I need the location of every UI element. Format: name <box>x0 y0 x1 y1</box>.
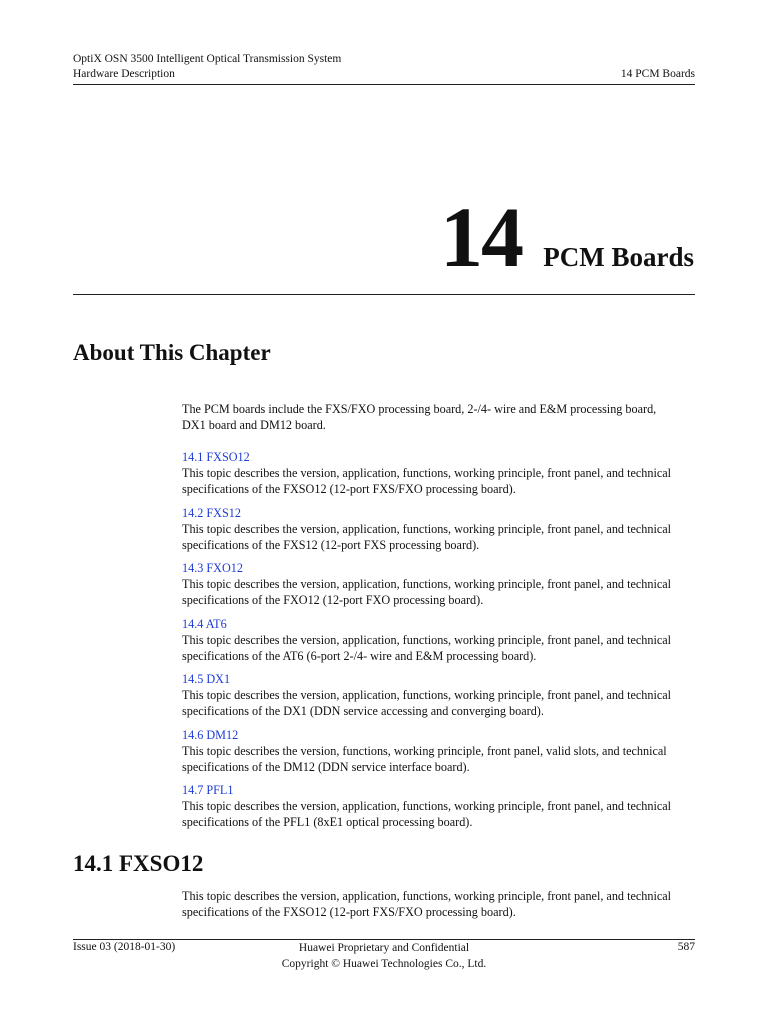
about-heading: About This Chapter <box>73 340 271 365</box>
section-heading: 14.1 FXSO12 <box>73 851 204 876</box>
chapter-title: PCM Boards <box>543 242 694 272</box>
about-intro: The PCM boards include the FXS/FXO processing board, 2-/4- wire and E&M processing board, DX1 board and DM12 board. <box>182 402 657 432</box>
toc-description: This topic describes the version, application, functions, working principle, front panel, and technical specifications of the FXO12 (12-port FXO processing board). <box>182 577 672 607</box>
toc-item <box>182 671 682 727</box>
toc-item <box>182 505 682 561</box>
header-doc-type: Hardware Description <box>73 68 175 80</box>
chapter-toc <box>182 449 682 838</box>
footer-issue: Issue 03 (2018-01-30) <box>73 941 176 953</box>
toc-description: This topic describes the version, application, functions, working principle, front panel, and technical specifications of the PFL1 (8xE1 optical processing board). <box>182 799 672 829</box>
footer-confidential: Huawei Proprietary and Confidential <box>298 942 470 954</box>
toc-description: This topic describes the version, functions, working principle, front panel, valid slots, and technical specifications of the DM12 (DDN service interface board). <box>182 743 667 774</box>
footer-copyright: Copyright © Huawei Technologies Co., Ltd. <box>281 958 487 970</box>
toc-link-fxs12[interactable]: 14.2 FXS12 <box>182 505 241 520</box>
footer-page-number: 587 <box>677 941 695 953</box>
toc-item <box>182 616 682 672</box>
toc-link-fxo12[interactable]: 14.3 FXO12 <box>182 561 243 575</box>
header-chapter-ref: 14 PCM Boards <box>620 68 695 80</box>
toc-link-dx1[interactable]: 14.5 DX1 <box>182 672 231 686</box>
toc-link-at6[interactable]: 14.4 AT6 <box>182 616 227 631</box>
toc-description: This topic describes the version, application, functions, working principle, front panel, and technical specifications of the DX1 (DDN service accessing and converging board). <box>182 688 672 718</box>
section-intro: This topic describes the version, application, functions, working principle, front panel, and technical specifications of the FXSO12 (12-port FXS/FXO processing board). <box>182 889 672 919</box>
toc-description: This topic describes the version, application, functions, working principle, front panel, and technical specifications of the FXS12 (12-port FXS processing board). <box>182 521 672 552</box>
toc-item <box>182 782 682 838</box>
toc-link-fxso12[interactable]: 14.1 FXSO12 <box>182 450 250 464</box>
toc-item <box>182 727 682 783</box>
toc-description: This topic describes the version, application, functions, working principle, front panel, and technical specifications of the FXSO12 (12-port FXS/FXO processing board). <box>182 466 672 496</box>
chapter-number: 14 <box>440 189 522 285</box>
toc-item <box>182 560 682 616</box>
chapter-divider <box>73 294 695 295</box>
toc-description: This topic describes the version, application, functions, working principle, front panel, and technical specifications of the AT6 (6-port 2-/4- wire and E&M processing board). <box>182 632 672 663</box>
toc-link-dm12[interactable]: 14.6 DM12 <box>182 727 239 742</box>
header-product-title: OptiX OSN 3500 Intelligent Optical Transmission System <box>73 53 342 65</box>
toc-link-pfl1[interactable]: 14.7 PFL1 <box>182 783 234 797</box>
toc-item <box>182 449 682 505</box>
header-divider <box>73 84 695 85</box>
footer-center <box>234 940 534 972</box>
